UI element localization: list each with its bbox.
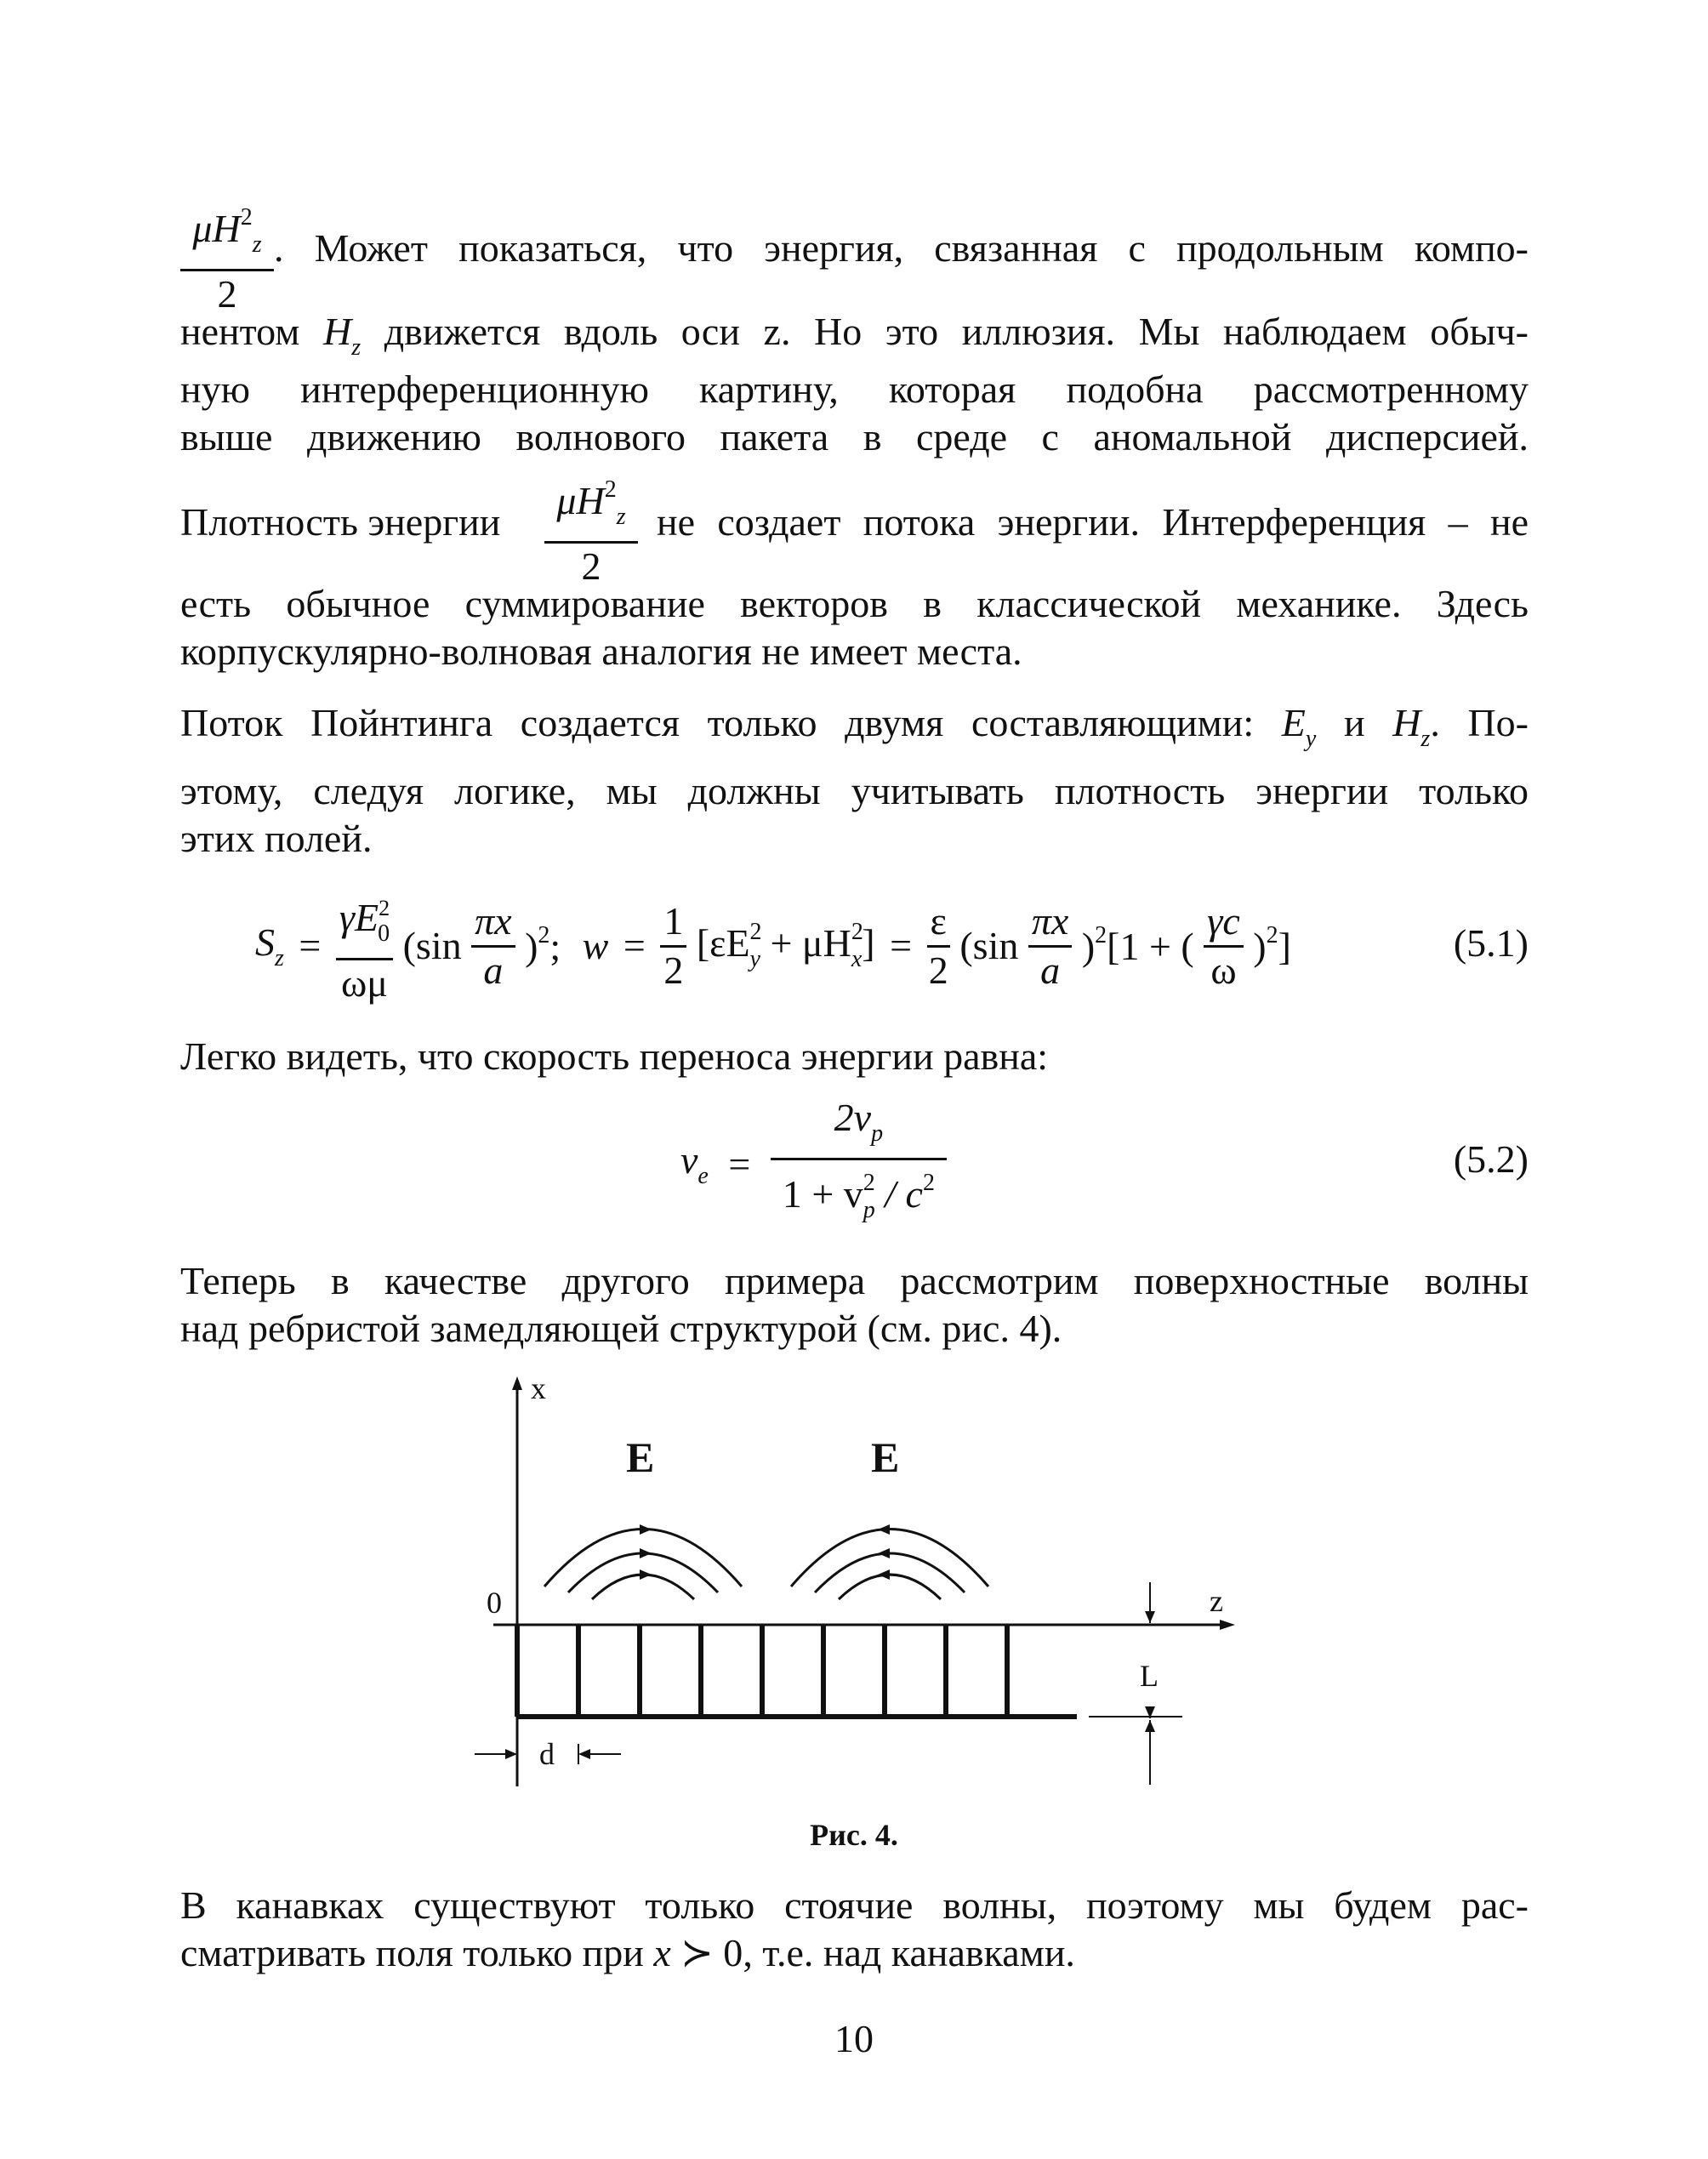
eq1-one: 1 — [660, 897, 686, 948]
p4-line2 — [180, 1303, 1529, 1354]
comb-structure — [517, 1625, 1077, 1717]
equation-5-2-number: (5.2) — [1453, 1137, 1529, 1181]
period-arrowhead-left-icon — [505, 1749, 517, 1759]
eq1-sq2: 2 — [1095, 922, 1107, 948]
p3-line1 — [180, 1031, 1529, 1082]
equation-5-2 — [680, 1094, 947, 1233]
period-label: d — [539, 1737, 555, 1771]
field-label-left: E — [626, 1433, 655, 1481]
eq1-frac-6 — [1204, 897, 1244, 994]
eq1-frac-1 — [336, 885, 393, 1006]
eq2-den-b: / c — [874, 1172, 923, 1216]
eq1-frac-3 — [660, 897, 686, 994]
eq2-v: v — [680, 1138, 698, 1182]
field-arrow-right-1-icon — [878, 1524, 890, 1535]
eq2-num: 2v — [834, 1096, 872, 1139]
eq1-s: S — [255, 920, 275, 964]
p4-line1-text: Теперь в качестве другого примера рассмотрим поверхностные волны — [180, 1259, 1529, 1302]
eq1-pix: πx — [471, 897, 515, 948]
eq2-eq: = — [728, 1142, 751, 1186]
eq1-ge-sub: 0 — [378, 920, 390, 947]
p1-line6-text: есть обычное суммирование векторов в классической механике. Здесь — [180, 582, 1529, 625]
eq2-den-sup2: 2 — [922, 1170, 935, 1196]
eq1-eps: ε — [927, 897, 950, 948]
p2-conj: и — [1343, 701, 1365, 744]
eq1-hx-sup: 2 — [851, 918, 863, 945]
p2-sub-y: y — [1305, 726, 1317, 752]
p1-line2-sub: z — [351, 334, 362, 361]
depth-label: L — [1140, 1659, 1159, 1693]
eq1-gc: γc — [1204, 897, 1244, 948]
eq1-s-sub: z — [275, 944, 284, 971]
z-axis-label: z — [1210, 1584, 1223, 1618]
p2-line2-text: этому, следуя логике, мы должны учитывать плотность энергии только — [180, 769, 1529, 812]
frac2-den: 2 — [581, 544, 601, 588]
period-arrowhead-right-icon — [578, 1749, 590, 1759]
field-label-right: E — [871, 1433, 900, 1481]
p2-line1-b: . По- — [1430, 701, 1529, 744]
p4-line1 — [180, 1256, 1529, 1307]
p2-line3-text: этих полей. — [180, 817, 373, 860]
eq1-eq2: = — [623, 924, 646, 967]
equation-5-1-number: (5.1) — [1453, 921, 1529, 965]
p1-line6 — [180, 578, 1529, 629]
fraction-energy-density — [544, 466, 638, 590]
p5-line2-a: сматривать поля только при — [180, 1931, 644, 1974]
p2-line1-a: Поток Пойнтинга создается только двумя составляющими: — [180, 701, 1255, 744]
eq1-frac-5 — [1028, 897, 1072, 994]
frac-den: 2 — [217, 272, 237, 316]
p2-sub-z: z — [1420, 726, 1431, 752]
eq1-close2: ) — [1081, 925, 1096, 968]
frac2-sup: 2 — [604, 476, 617, 503]
frac2-num: μH — [556, 479, 605, 522]
p2-line3 — [180, 813, 1529, 864]
depth-arrowhead-lower-icon — [1145, 1720, 1155, 1732]
p5-cond-var: x — [653, 1931, 671, 1974]
depth-arrowhead-top-icon — [1145, 1611, 1155, 1623]
p1-line7 — [180, 626, 1529, 677]
eq2-den-sub: p — [863, 1197, 875, 1223]
eq1-eq3: = — [890, 924, 913, 967]
eq2-den-a: 1 + v — [782, 1172, 863, 1216]
equation-5-1 — [255, 885, 1291, 1006]
eq2-fraction — [771, 1094, 947, 1233]
eq2-num-sub: p — [871, 1120, 884, 1147]
p1-line5-rest — [657, 497, 1529, 548]
field-arc-left-inner — [592, 1575, 694, 1599]
eq1-bracket-a: [εE — [696, 920, 750, 965]
eq1-sq3: 2 — [1266, 922, 1278, 948]
eq1-ey-sup: 2 — [749, 918, 762, 945]
p5-line2-b: , т.е. над канавками. — [743, 1931, 1075, 1974]
eq1-close3: ) — [1253, 925, 1267, 968]
eq1-bracket2-close: ] — [1278, 925, 1291, 968]
eq1-a-b: a — [1040, 948, 1061, 992]
figure-ribbed-slow-wave-structure — [459, 1370, 1259, 1812]
eq1-ge: γE — [339, 896, 379, 939]
p2-line2 — [180, 766, 1529, 817]
p1-line2-var: H — [322, 310, 352, 353]
eq1-bracket2-open: [1 + ( — [1107, 925, 1194, 968]
eq1-frac-2 — [471, 897, 515, 994]
origin-label: 0 — [487, 1586, 502, 1620]
figure-caption: Рис. 4. — [810, 1818, 898, 1852]
frac2-sub: z — [616, 504, 626, 530]
eq1-plus-muh: + μH — [760, 920, 851, 965]
x-axis-label: x — [531, 1371, 546, 1405]
p2-var-e: E — [1281, 701, 1306, 744]
eq1-sq1: 2 — [538, 922, 550, 948]
eq1-close1: ) — [525, 925, 538, 968]
p1-line3 — [180, 364, 1529, 415]
p1-line3-text: ную интерференционную картину, которая подобна рассмотренному — [180, 367, 1529, 411]
eq1-sin1: (sin — [402, 924, 462, 967]
eq1-w: w — [582, 924, 609, 967]
frac-num: μH — [192, 207, 241, 250]
field-arrow-left-3-icon — [640, 1569, 652, 1580]
p5-cond-rel: ≻ 0 — [670, 1931, 743, 1974]
eq1-two: 2 — [663, 948, 684, 992]
p1-line2-b: движется вдоль оси z. Но это иллюзия. Мы наблюдаем обыч- — [384, 310, 1529, 353]
p1-line5-b: не создает потока энергии. Интерференция – не — [657, 500, 1529, 544]
p1-line1-text: . Может показаться, что энергия, связанная с продольным компо- — [274, 226, 1529, 270]
p3-line1-text: Легко видеть, что скорость переноса энергии равна: — [180, 1034, 1049, 1078]
p1-line1 — [274, 223, 1529, 274]
page-number: 10 — [834, 2017, 874, 2060]
eq1-ge-sup: 2 — [379, 896, 390, 920]
p1-line4-text: выше движению волнового пакета в среде с аномальной дисперсией. — [180, 415, 1529, 459]
frac-sup: 2 — [240, 204, 253, 231]
field-lines-left — [544, 1530, 742, 1600]
field-lines-right — [791, 1530, 988, 1600]
p2-line1 — [180, 698, 1529, 765]
eq2-v-sub: e — [697, 1163, 709, 1189]
eq1-bracket-close: ] — [862, 920, 875, 965]
eq1-omega: ω — [1210, 948, 1237, 992]
p1-line5-a: Плотность энергии — [180, 500, 501, 544]
eq1-ey-sub: y — [749, 945, 760, 972]
p5-line1 — [180, 1880, 1529, 1931]
frac-sub: z — [252, 231, 262, 258]
p5-line1-text: В канавках существуют только стоячие волны, поэтому мы будем рас- — [180, 1883, 1529, 1927]
p1-line4 — [180, 412, 1529, 463]
p4-line2-text: над ребристой замедляющей структурой (см. рис. 4). — [180, 1307, 1062, 1350]
field-arrow-right-3-icon — [878, 1569, 890, 1580]
eq1-eq1: = — [299, 924, 322, 967]
eq1-a: a — [483, 948, 504, 992]
field-arrow-right-2-icon — [878, 1548, 890, 1558]
eq2-den-sup: 2 — [863, 1170, 875, 1196]
fraction-mu-hz2-over-2 — [180, 194, 274, 317]
x-axis-arrow-icon — [512, 1376, 522, 1390]
eq1-pix-b: πx — [1028, 897, 1072, 948]
eq1-frac-4 — [927, 897, 950, 994]
p1-line2-a: нентом — [180, 310, 300, 353]
eq1-hx-sub: x — [851, 945, 863, 972]
z-axis-arrow-icon — [1220, 1620, 1235, 1630]
eq1-semicolon: ; — [549, 925, 561, 968]
eq1-sin2: (sin — [959, 924, 1019, 967]
p2-var-h: H — [1392, 701, 1421, 744]
p5-line2 — [180, 1928, 1529, 1979]
field-arrow-left-1-icon — [640, 1524, 652, 1535]
eq1-wmu: ωμ — [341, 961, 388, 1005]
field-arrow-left-2-icon — [640, 1548, 652, 1558]
p1-line7-text: корпускулярно-волновая аналогия не имеет места. — [180, 629, 1022, 673]
eq1-two-b: 2 — [928, 948, 948, 992]
